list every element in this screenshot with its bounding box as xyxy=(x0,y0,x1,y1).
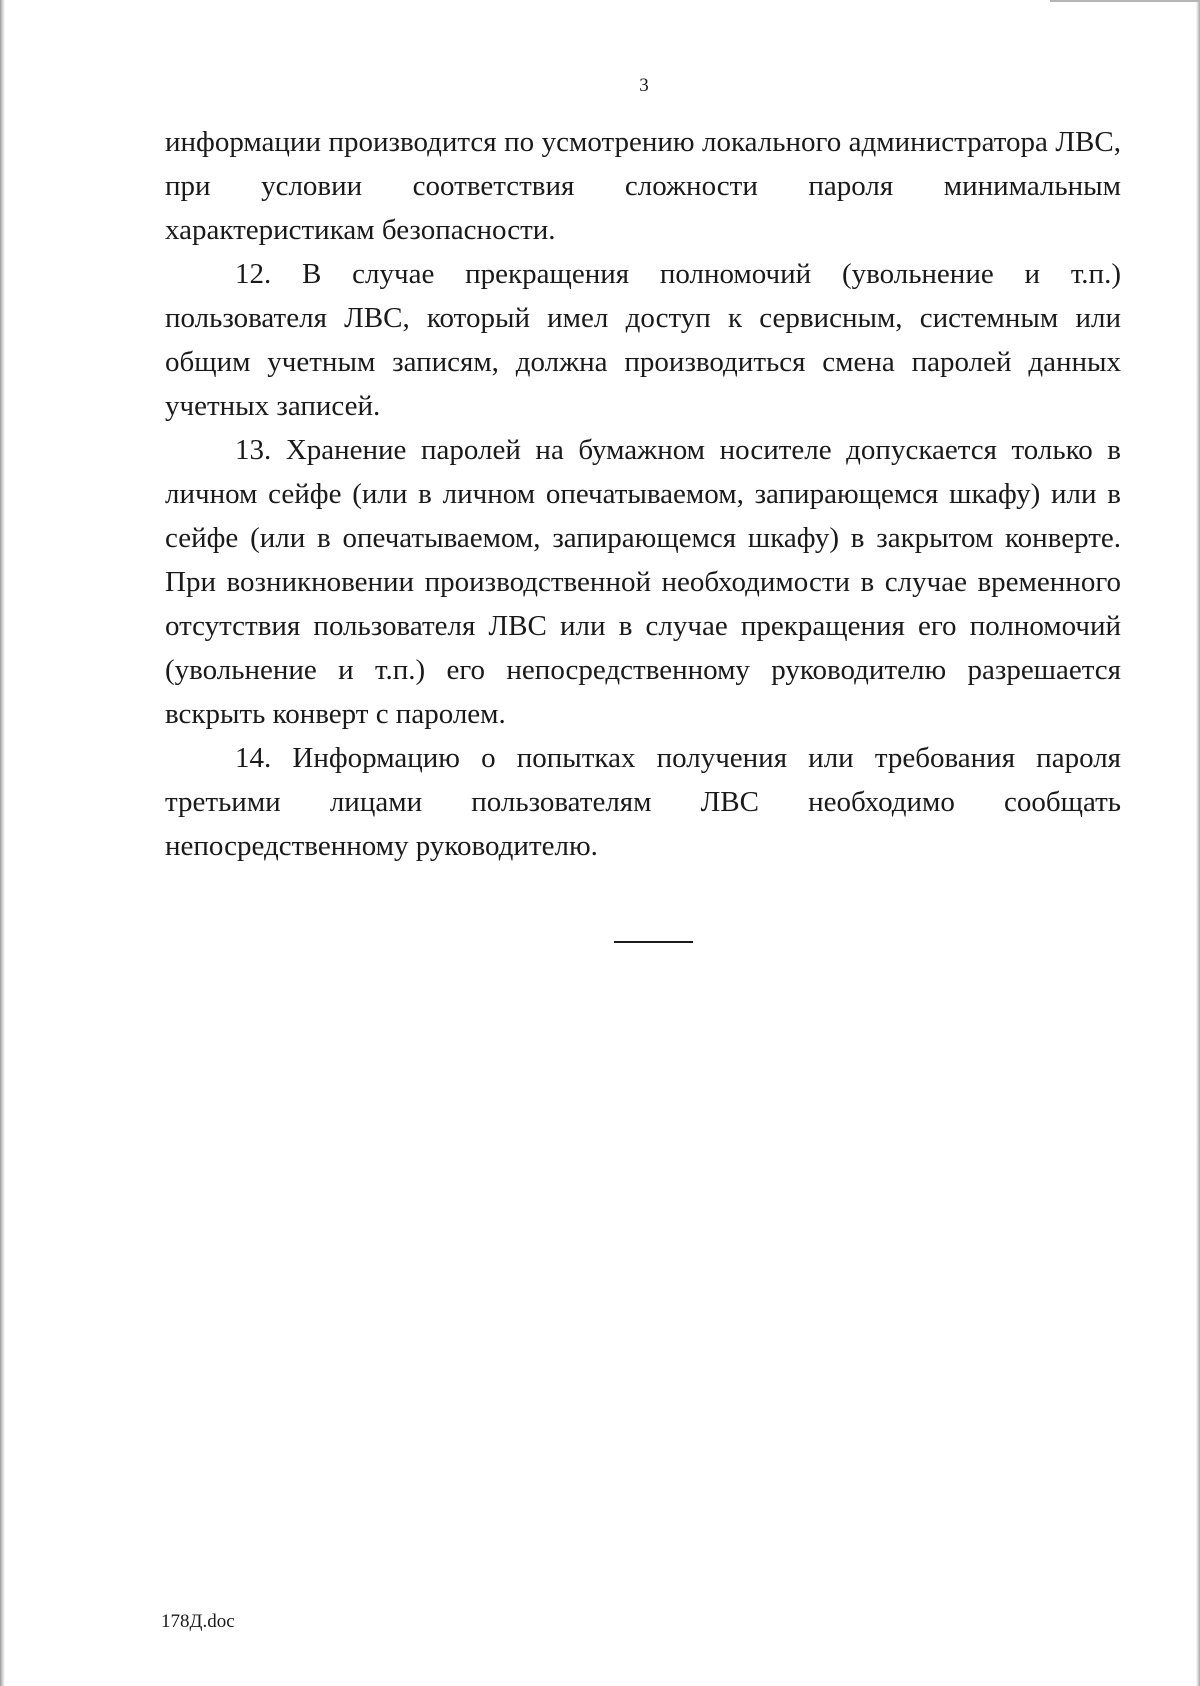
paragraph-item-13: 13. Хранение паролей на бумажном носителе допускается только в личном сейфе (или в личном опечатываемом, запирающемся шкафу) или в сейфе (или в опечатываемом, запирающемся шкафу) в закрытом конверте. При возникновении производственной необходимости в случае временного отсутствия пользователя ЛВС или в случае прекращения его полномочий (увольнение и т.п.) его непосредственному руководителю разрешается вскрыть конверт с паролем. xyxy=(165,434,1121,730)
footer-filename: 178Д.doc xyxy=(161,1611,235,1632)
scan-edge-top xyxy=(1050,0,1200,2)
paragraph-item-14: 14. Информацию о попытках получения или требования пароля третьими лицами пользователям ЛВС необходимо сообщать непосредственному руководителю. xyxy=(165,742,1121,862)
paragraph-item-12: 12. В случае прекращения полномочий (увольнение и т.п.) пользователя ЛВС, который имел доступ к сервисным, системным или общим учетным записям, должна производиться смена паролей данных учетных записей. xyxy=(165,258,1121,422)
paragraph-continuation: информации производится по усмотрению локального администратора ЛВС, при условии соответствия сложности пароля минимальным характеристикам безопасности. xyxy=(165,126,1121,246)
scan-edge-right xyxy=(1196,0,1200,1686)
document-body xyxy=(165,120,1121,868)
scan-edge-left xyxy=(0,0,5,1686)
end-separator-line xyxy=(614,941,693,943)
page-number: 3 xyxy=(639,75,649,96)
